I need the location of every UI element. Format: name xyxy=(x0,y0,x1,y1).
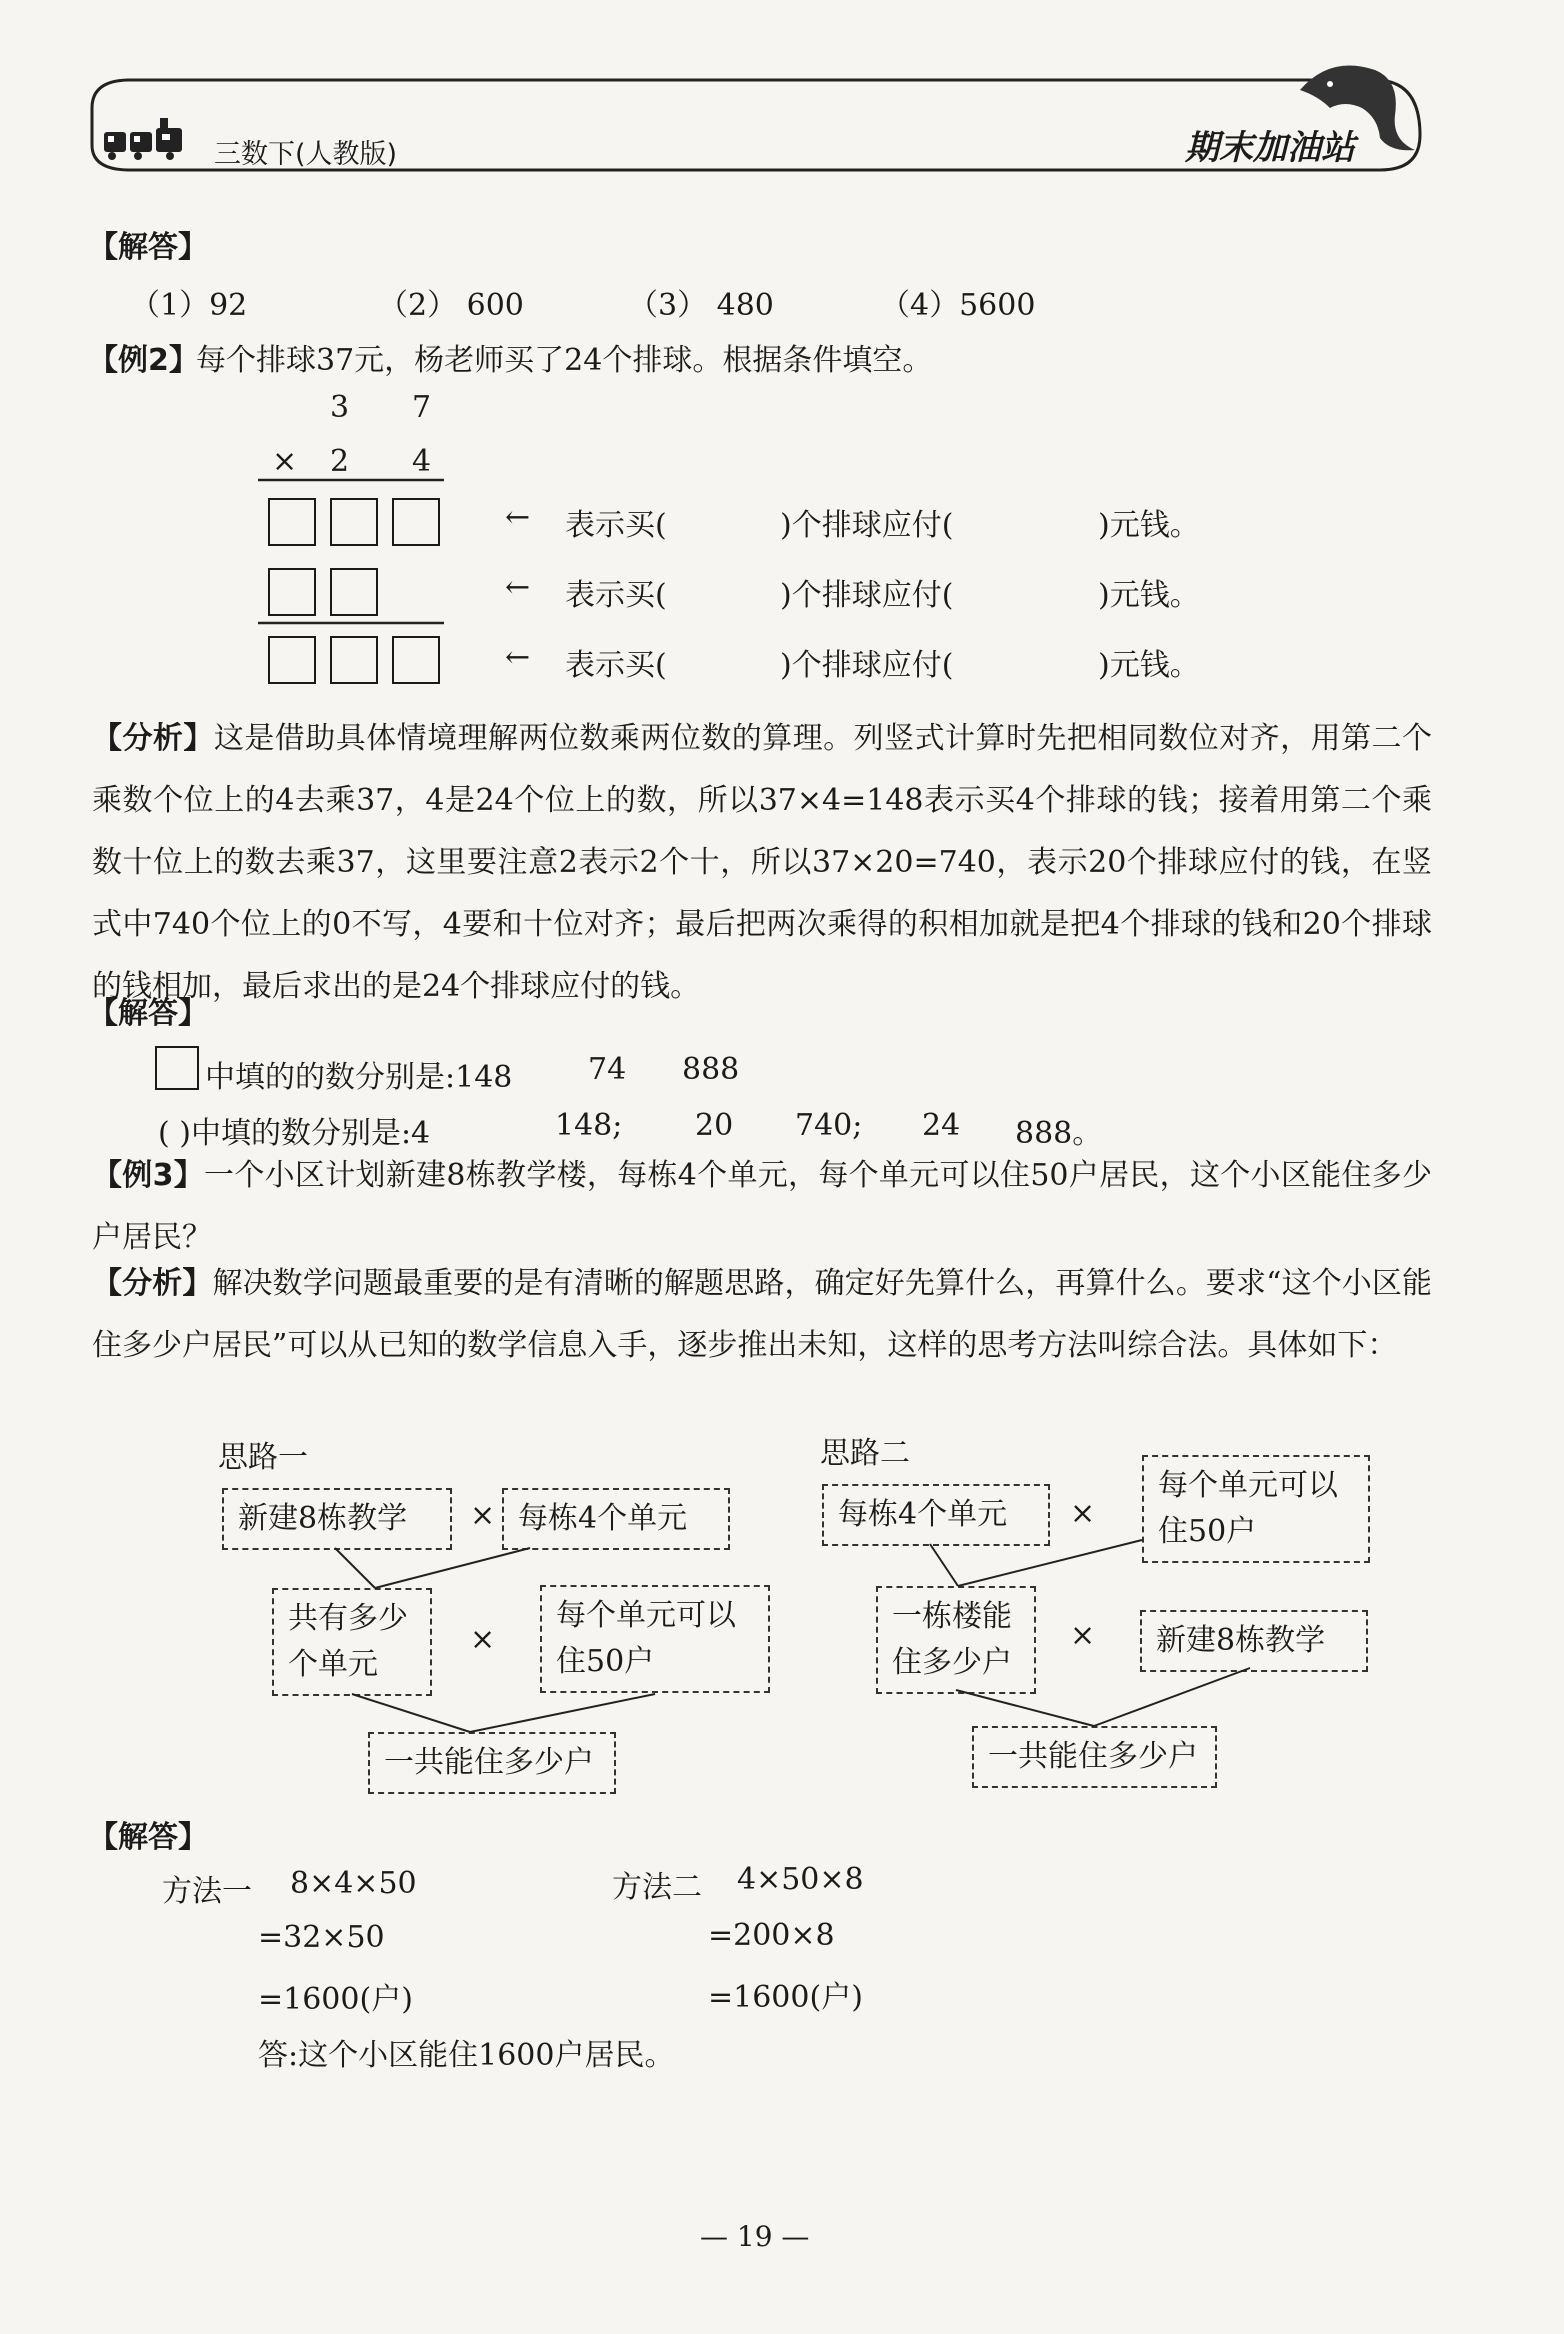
row2-part-b: )个排球应付( xyxy=(780,578,954,613)
ex2-answer1-label: 中填的的数分别是:148 xyxy=(205,1060,513,1095)
ex2-answer2-v2: 148; xyxy=(555,1108,623,1143)
idea1-box-result: 一共能住多少户 xyxy=(368,1732,616,1794)
ex2-answer2-v6: 888。 xyxy=(1015,1116,1103,1151)
ex1-answer-2: （2） 600 xyxy=(378,288,524,323)
row1-part-a: 表示买( xyxy=(565,508,667,543)
final-answer: 答:这个小区能住1600户居民。 xyxy=(258,2038,675,2073)
arrow-icon: ← xyxy=(505,500,531,535)
method2-label: 方法二 xyxy=(612,1870,702,1905)
ex1-answer-title: 【解答】 xyxy=(88,230,208,265)
method2-line1: 4×50×8 xyxy=(737,1862,864,1897)
ex2-answer2-label: ( )中填的数分别是:4 xyxy=(158,1116,431,1151)
ex3-analysis-text: 解决数学问题最重要的是有清晰的解题思路，确定好先算什么，再算什么。要求“这个小区能住多少户居民”可以从已知的数学信息入手，逐步推出未知，这样的思考方法叫综合法。具体如下： xyxy=(92,1266,1433,1363)
ex2-answer1-v3: 888 xyxy=(682,1052,740,1087)
times-sign: × xyxy=(1070,1618,1096,1653)
arrow-icon: ← xyxy=(505,640,531,675)
row3-part-b: )个排球应付( xyxy=(780,648,954,683)
row2-part-c: )元钱。 xyxy=(1098,578,1200,613)
arrow-icon: ← xyxy=(505,570,531,605)
vm-bottom-digit-1: 2 xyxy=(330,444,350,479)
vm-bottom-digit-2: 4 xyxy=(412,444,432,479)
times-sign: × xyxy=(470,1622,496,1657)
row2-part-a: 表示买( xyxy=(565,578,667,613)
row3-part-a: 表示买( xyxy=(565,648,667,683)
ex3-title: 【例3】 xyxy=(92,1158,205,1193)
method1-label: 方法一 xyxy=(162,1874,252,1909)
times-sign: × xyxy=(470,1498,496,1533)
row1-part-c: )元钱。 xyxy=(1098,508,1200,543)
series-title: 期末加油站 xyxy=(1185,128,1355,168)
idea1-box-buildings: 新建8栋教学 xyxy=(222,1488,452,1550)
ex2-analysis-title: 【分析】 xyxy=(92,721,214,756)
row1-part-b: )个排球应付( xyxy=(780,508,954,543)
method2-line3: =1600(户) xyxy=(708,1980,863,2015)
vm-top-digit-1: 3 xyxy=(330,390,350,425)
method1-line3: =1600(户) xyxy=(258,1982,413,2017)
ex2-title: 【例2】 xyxy=(88,343,199,378)
idea2-title: 思路二 xyxy=(820,1436,910,1471)
vm-operator: × xyxy=(272,444,298,479)
idea1-box-total-units: 共有多少个单元 xyxy=(272,1588,432,1696)
times-sign: × xyxy=(1070,1496,1096,1531)
ex3-answer-title: 【解答】 xyxy=(88,1820,208,1855)
idea1-box-households: 每个单元可以住50户 xyxy=(540,1585,770,1693)
ex1-answer-4: （4）5600 xyxy=(880,288,1036,323)
ex2-answer1-v2: 74 xyxy=(588,1052,627,1087)
idea2-box-units: 每栋4个单元 xyxy=(822,1484,1050,1546)
idea1-box-units: 每栋4个单元 xyxy=(502,1488,730,1550)
idea1-title: 思路一 xyxy=(218,1440,308,1475)
idea2-box-result: 一共能住多少户 xyxy=(972,1726,1217,1788)
row3-part-c: )元钱。 xyxy=(1098,648,1200,683)
idea2-box-per-building: 一栋楼能住多少户 xyxy=(876,1586,1036,1694)
page-number: — 19 — xyxy=(700,2220,810,2253)
book-label: 三数下(人教版) xyxy=(214,139,398,170)
ex1-answer-3: （3） 480 xyxy=(628,288,774,323)
ex2-answer-title: 【解答】 xyxy=(88,996,208,1031)
ex2-text: 每个排球37元，杨老师买了24个排球。根据条件填空。 xyxy=(196,343,933,378)
vm-top-digit-2: 7 xyxy=(412,390,432,425)
idea2-box-buildings: 新建8栋教学 xyxy=(1140,1610,1368,1672)
ex3-text: 一个小区计划新建8栋教学楼，每栋4个单元，每个单元可以住50户居民，这个小区能住多少户居民？ xyxy=(92,1158,1432,1255)
ex3-analysis-title: 【分析】 xyxy=(92,1266,213,1301)
ex2-answer2-v4: 740; xyxy=(795,1108,863,1143)
ex2-answer2-v5: 24 xyxy=(922,1108,961,1143)
ex2-analysis-text: 这是借助具体情境理解两位数乘两位数的算理。列竖式计算时先把相同数位对齐，用第二个乘数个位上的4去乘37，4是24个位上的数，所以37×4=148表示买4个排球的钱；接着用第二个乘数十位上的数去乘37，这里要注意2表示2个十，所以37×20=740，表示20个排球应付的钱，在竖式中740个位上的0不写，4要和十位对齐；最后把两次乘得的积相加就是把4个排球的钱和20个排球的钱相加，最后求出的是24个排球应付的钱。 xyxy=(92,721,1433,1004)
method1-line1: 8×4×50 xyxy=(290,1866,417,1901)
ex2-answer2-v3: 20 xyxy=(695,1108,734,1143)
idea2-box-households: 每个单元可以住50户 xyxy=(1142,1455,1370,1563)
method1-line2: =32×50 xyxy=(258,1920,385,1955)
method2-line2: =200×8 xyxy=(708,1918,835,1953)
ex1-answer-1: （1）92 xyxy=(130,288,248,323)
